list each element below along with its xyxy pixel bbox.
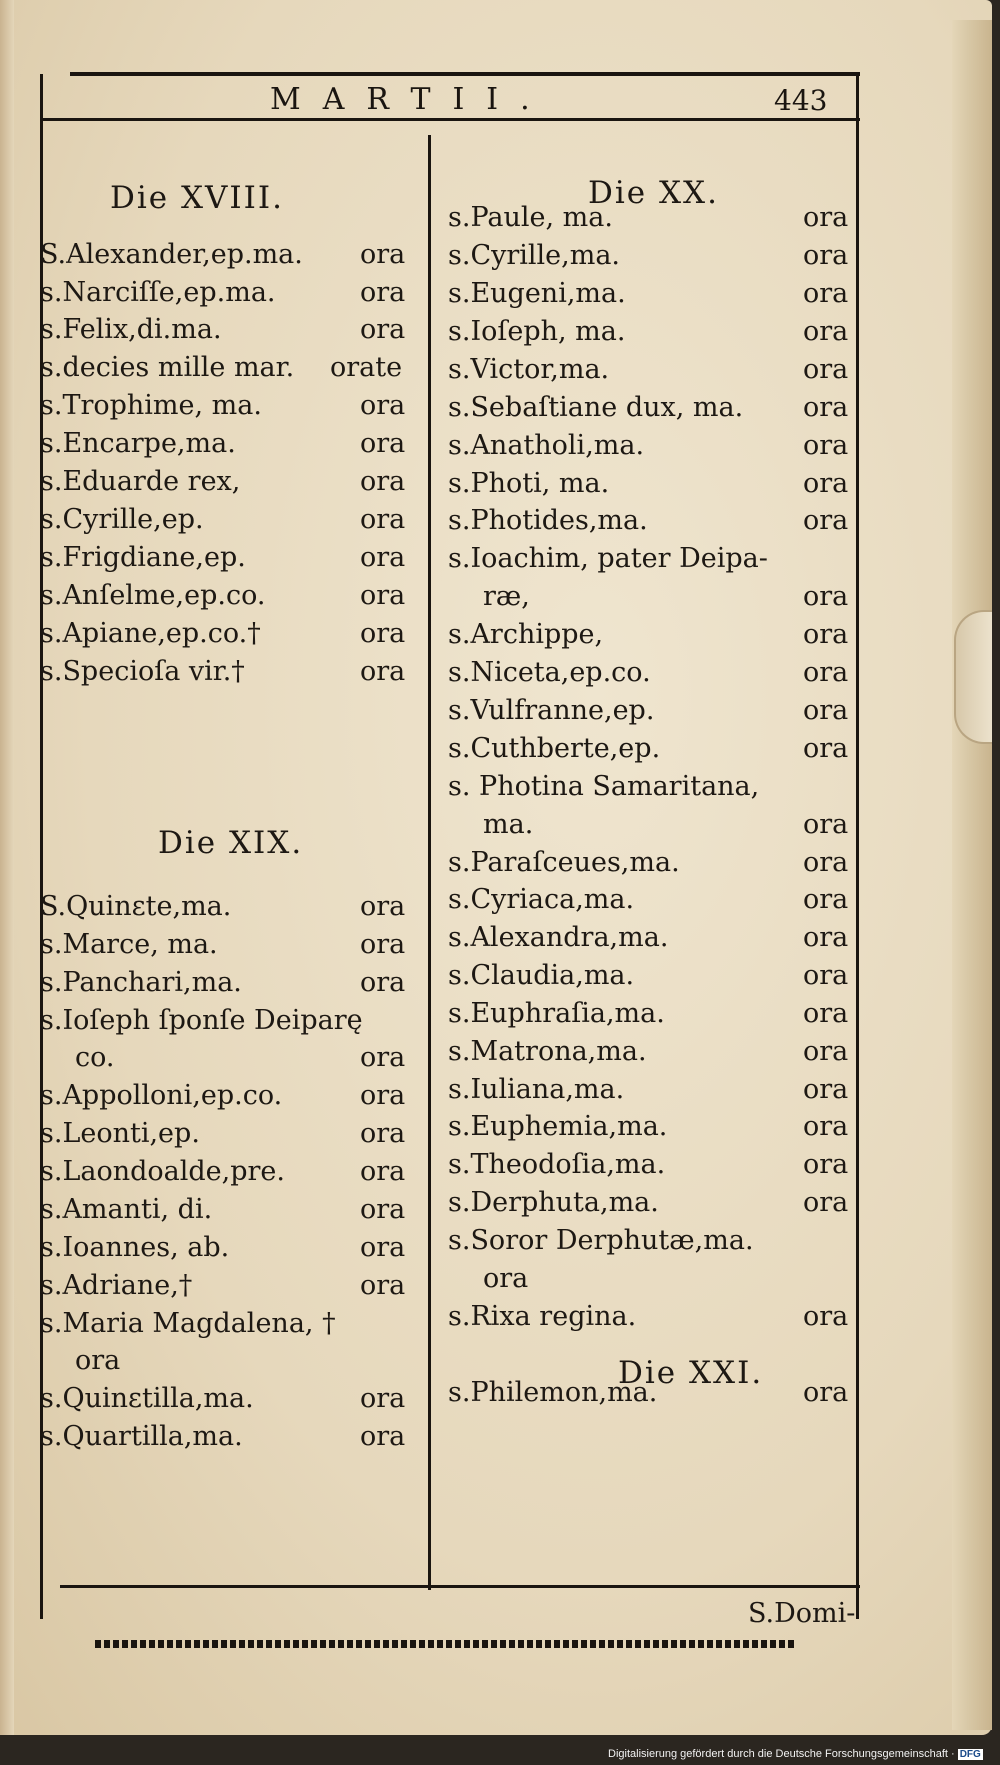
- saint-name: s.Ioannes, ab.: [40, 1232, 230, 1263]
- response-ora: ora: [803, 1149, 849, 1180]
- litany-entry: [448, 1107, 858, 1147]
- litany-entry: [40, 538, 425, 578]
- saint-name: s.Victor,ma.: [448, 354, 610, 385]
- day-heading: Die XVIII.: [110, 180, 285, 216]
- response-ora: ora: [803, 278, 849, 309]
- saint-name: s.Euphemia,ma.: [448, 1111, 668, 1142]
- page-tab-marker: [954, 610, 992, 744]
- catchword: S.Domi-: [748, 1598, 856, 1629]
- saint-name: s.Rixa regina.: [448, 1301, 637, 1332]
- saint-name: s.Leonti,ep.: [40, 1118, 200, 1149]
- saint-name: s. Photina Samaritana,: [448, 771, 760, 802]
- saint-name: s.Amanti, di.: [40, 1194, 213, 1225]
- response-ora: ora: [360, 466, 406, 497]
- response-ora: ora: [803, 1111, 849, 1142]
- saint-name: s.Anſelme,ep.co.: [40, 580, 266, 611]
- response-ora: ora: [803, 392, 849, 423]
- saint-name: s.Trophime, ma.: [40, 390, 262, 421]
- response-ora: ora: [360, 656, 406, 687]
- response-ora: ora: [360, 277, 406, 308]
- saint-name: s.Appolloni,ep.co.: [40, 1080, 283, 1111]
- day-heading: Die XXI.: [618, 1355, 764, 1391]
- litany-entry: [448, 350, 858, 390]
- saint-name: s.Photides,ma.: [448, 505, 648, 536]
- litany-entry: [483, 1259, 893, 1299]
- litany-entry: [40, 1152, 425, 1192]
- saint-name: s.Photi, ma.: [448, 468, 610, 499]
- frame-bottom-rule: [60, 1585, 860, 1588]
- litany-entry: [40, 462, 425, 502]
- saint-name: ora: [75, 1345, 121, 1376]
- response-ora: ora: [803, 1301, 849, 1332]
- saint-name: s.Encarpe,ma.: [40, 428, 236, 459]
- litany-entry: [40, 1228, 425, 1268]
- litany-entry: [40, 887, 425, 927]
- saint-name: co.: [75, 1042, 115, 1073]
- response-ora: ora: [360, 1383, 406, 1414]
- litany-entry: [448, 1032, 858, 1072]
- litany-entry: [448, 1373, 858, 1413]
- saint-name: s.Marce, ma.: [40, 929, 218, 960]
- litany-entry: [40, 652, 425, 692]
- response-ora: ora: [360, 1421, 406, 1452]
- litany-entry: [40, 963, 425, 1003]
- litany-entry: [40, 310, 425, 350]
- dfg-logo: DFG: [959, 1749, 981, 1760]
- response-ora: ora: [360, 1232, 406, 1263]
- response-ora: ora: [803, 1074, 849, 1105]
- bottom-ornament-rule: [95, 1640, 795, 1648]
- response-ora: ora: [360, 891, 406, 922]
- response-ora: ora: [360, 929, 406, 960]
- saint-name: s.Ioſeph ſponſe Deiparę: [40, 1005, 363, 1036]
- saint-name: s.Philemon,ma.: [448, 1377, 658, 1408]
- response-ora: ora: [803, 695, 849, 726]
- saint-name: ora: [483, 1263, 529, 1294]
- saint-name: s.Quinɛtilla,ma.: [40, 1383, 254, 1414]
- saint-name: s.Anatholi,ma.: [448, 430, 645, 461]
- saint-name: s.Ioachim, pater Deipa-: [448, 543, 768, 574]
- response-ora: ora: [803, 316, 849, 347]
- litany-entry: [448, 918, 858, 958]
- saint-name: s.Panchari,ma.: [40, 967, 242, 998]
- page-header-title: MARTII.: [270, 82, 552, 117]
- saint-name: s.Cyriaca,ma.: [448, 884, 635, 915]
- litany-entry: [75, 1038, 460, 1078]
- litany-entry: [448, 1221, 858, 1261]
- litany-entry: [448, 1145, 858, 1185]
- saint-name: s.Archippe,: [448, 619, 604, 650]
- litany-entry: [40, 925, 425, 965]
- litany-entry: [483, 805, 893, 845]
- litany-entry: [448, 615, 858, 655]
- saint-name: s.Soror Derphutæ,ma.: [448, 1225, 754, 1256]
- litany-entry: [448, 880, 858, 920]
- page-number: 443: [774, 84, 828, 117]
- litany-entry: [40, 614, 425, 654]
- saint-name: S.Quinɛte,ma.: [40, 891, 232, 922]
- saint-name: s.Paule, ma.: [448, 202, 613, 233]
- response-ora: ora: [360, 580, 406, 611]
- saint-name: s.Euphraſia,ma.: [448, 998, 665, 1029]
- litany-entry: [40, 1076, 425, 1116]
- litany-entry: [448, 198, 858, 238]
- response-ora: ora: [803, 733, 849, 764]
- litany-entry: [40, 348, 425, 388]
- response-ora: ora: [360, 1118, 406, 1149]
- litany-entry: [448, 312, 858, 352]
- litany-entry: [40, 273, 425, 313]
- saint-name: s.Adriane,†: [40, 1270, 193, 1301]
- response-ora: ora: [803, 1377, 849, 1408]
- litany-entry: [40, 1114, 425, 1154]
- saint-name: s.decies mille mar.: [40, 352, 295, 383]
- saint-name: ræ,: [483, 581, 530, 612]
- litany-entry: [40, 1266, 425, 1306]
- litany-entry: [448, 691, 858, 731]
- response-ora: ora: [360, 1270, 406, 1301]
- saint-name: s.Laondoalde,pre.: [40, 1156, 285, 1187]
- litany-entry: [448, 956, 858, 996]
- response-ora: ora: [360, 967, 406, 998]
- response-ora: ora: [803, 619, 849, 650]
- litany-entry: [448, 653, 858, 693]
- saint-name: s.Specioſa vir.†: [40, 656, 245, 687]
- saint-name: s.Eduarde rex,: [40, 466, 241, 497]
- response-ora: ora: [803, 657, 849, 688]
- response-ora: ora: [803, 354, 849, 385]
- saint-name: s.Frigdiane,ep.: [40, 542, 246, 573]
- litany-entry: [448, 767, 858, 807]
- response-ora: ora: [803, 809, 849, 840]
- litany-entry: [448, 388, 858, 428]
- response-ora: ora: [360, 239, 406, 270]
- litany-entry: [40, 1304, 425, 1344]
- litany-entry: [40, 1190, 425, 1230]
- litany-entry: [448, 843, 858, 883]
- response-ora: orate: [330, 352, 403, 383]
- litany-entry: [448, 464, 858, 504]
- response-ora: ora: [803, 430, 849, 461]
- saint-name: s.Felix,di.ma.: [40, 314, 222, 345]
- response-ora: ora: [360, 390, 406, 421]
- saint-name: s.Apiane,ep.co.†: [40, 618, 261, 649]
- response-ora: ora: [803, 884, 849, 915]
- litany-entry: [448, 729, 858, 769]
- saint-name: s.Cyrille,ma.: [448, 240, 621, 271]
- page-fore-edge: [952, 20, 992, 1730]
- saint-name: s.Paraſceues,ma.: [448, 847, 680, 878]
- response-ora: ora: [803, 505, 849, 536]
- saint-name: s.Vulfranne,ep.: [448, 695, 655, 726]
- saint-name: s.Iuliana,ma.: [448, 1074, 625, 1105]
- response-ora: ora: [360, 1194, 406, 1225]
- litany-entry: [40, 424, 425, 464]
- response-ora: ora: [803, 998, 849, 1029]
- saint-name: s.Sebaſtiane dux, ma.: [448, 392, 744, 423]
- litany-entry: [448, 1070, 858, 1110]
- saint-name: S.Alexander,ep.ma.: [40, 239, 303, 270]
- litany-entry: [40, 1379, 425, 1419]
- response-ora: ora: [803, 960, 849, 991]
- saint-name: s.Alexandra,ma.: [448, 922, 669, 953]
- litany-entry: [40, 1417, 425, 1457]
- litany-entry: [40, 386, 425, 426]
- litany-entry: [75, 1341, 460, 1381]
- response-ora: ora: [360, 314, 406, 345]
- saint-name: s.Theodoſia,ma.: [448, 1149, 666, 1180]
- response-ora: ora: [803, 922, 849, 953]
- litany-entry: [448, 994, 858, 1034]
- response-ora: ora: [360, 504, 406, 535]
- response-ora: ora: [360, 1080, 406, 1111]
- page-gutter: [0, 0, 14, 1735]
- litany-entry: [448, 426, 858, 466]
- credit-text: Digitalisierung gefördert durch die Deutsche Forschungsgemeinschaft ·: [608, 1748, 955, 1760]
- litany-entry: [448, 1183, 858, 1223]
- saint-name: s.Derphuta,ma.: [448, 1187, 659, 1218]
- response-ora: ora: [360, 1156, 406, 1187]
- litany-entry: [40, 235, 425, 275]
- response-ora: ora: [803, 202, 849, 233]
- response-ora: ora: [360, 1042, 406, 1073]
- saint-name: s.Cuthberte,ep.: [448, 733, 661, 764]
- saint-name: s.Narciſſe,ep.ma.: [40, 277, 276, 308]
- day-heading: Die XX.: [588, 175, 719, 211]
- header-top-rule: [70, 72, 860, 76]
- litany-entry: [448, 1297, 858, 1337]
- saint-name: s.Claudia,ma.: [448, 960, 635, 991]
- response-ora: ora: [360, 618, 406, 649]
- litany-entry: [40, 576, 425, 616]
- response-ora: ora: [803, 1036, 849, 1067]
- litany-entry: [448, 236, 858, 276]
- saint-name: s.Cyrille,ep.: [40, 504, 204, 535]
- saint-name: s.Quartilla,ma.: [40, 1421, 243, 1452]
- litany-entry: [448, 539, 858, 579]
- response-ora: ora: [803, 240, 849, 271]
- response-ora: ora: [803, 468, 849, 499]
- header-bottom-rule: [42, 118, 860, 121]
- day-heading: Die XIX.: [158, 825, 304, 861]
- response-ora: ora: [803, 847, 849, 878]
- response-ora: ora: [803, 581, 849, 612]
- digitization-credit: [608, 1748, 983, 1760]
- saint-name: s.Maria Magdalena, †: [40, 1308, 336, 1339]
- saint-name: s.Ioſeph, ma.: [448, 316, 626, 347]
- saint-name: s.Matrona,ma.: [448, 1036, 647, 1067]
- saint-name: s.Niceta,ep.co.: [448, 657, 651, 688]
- response-ora: ora: [803, 1187, 849, 1218]
- response-ora: ora: [360, 542, 406, 573]
- saint-name: s.Eugeni,ma.: [448, 278, 626, 309]
- litany-entry: [40, 1001, 425, 1041]
- response-ora: ora: [360, 428, 406, 459]
- litany-entry: [448, 501, 858, 541]
- litany-entry: [448, 274, 858, 314]
- litany-entry: [483, 577, 893, 617]
- saint-name: ma.: [483, 809, 534, 840]
- litany-entry: [40, 500, 425, 540]
